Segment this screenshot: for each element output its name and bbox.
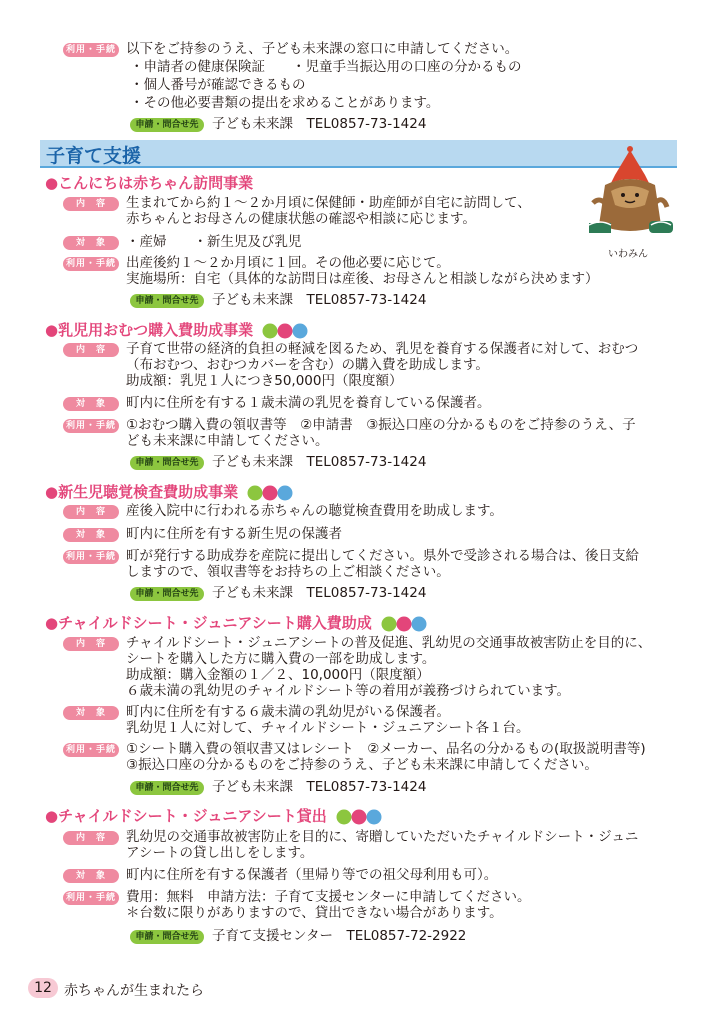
item3-naiyou-0: チャイルドシート・ジュニアシートの普及促進、乳幼児の交通事故被害防止を目的に、: [126, 635, 652, 651]
item2-riyou-1: しますので、領収書等をお持ちの上ご相談ください。: [126, 564, 450, 580]
riyou-tag: 利用・手続: [63, 891, 119, 905]
item1-naiyou-2: 助成額：乳児１人につき50,000円（限度額）: [126, 373, 403, 389]
item1-riyou-0: ①おむつ購入費の領収書等 ②申請書 ③振込口座の分かるものをご持参のうえ、子: [126, 417, 636, 433]
top-contact: 子ども未来課 TEL0857-73-1424: [212, 116, 427, 132]
iwami-badge-icon: [247, 485, 293, 501]
item4-naiyou-0: 乳幼児の交通事故被害防止を目的に、寄贈していただいたチャイルドシート・ジュニ: [126, 829, 639, 845]
item4-naiyou-1: アシートの貸し出しをします。: [126, 845, 314, 861]
item-title-2: ●新生児聴覚検査費助成事業: [45, 481, 293, 502]
naiyou-tag: 内 容: [63, 637, 119, 651]
item1-naiyou-1: （布おむつ、おむつカバーを含む）の購入費を助成します。: [126, 357, 489, 373]
item-title-1: ●乳児用おむつ購入費助成事業: [45, 319, 308, 340]
contact-tag: 申請・問合せ先: [130, 294, 204, 308]
item3-naiyou-2: 助成額：購入金額の１／２、10,000円（限度額）: [126, 667, 430, 683]
riyou-tag: 利用・手続: [63, 550, 119, 564]
item2-riyou-0: 町が発行する助成券を産院に提出してください。県外で受診される場合は、後日支給: [126, 548, 639, 564]
item1-contact: 子ども未来課 TEL0857-73-1424: [212, 454, 427, 470]
item3-contact: 子ども未来課 TEL0857-73-1424: [212, 779, 427, 795]
item4-riyou-0: 費用：無料 申請方法：子育て支援センターに申請してください。: [126, 889, 531, 905]
item-title-3: ●チャイルドシート・ジュニアシート購入費助成: [45, 612, 427, 633]
mascot-name: いわみん: [608, 249, 648, 260]
item1-naiyou-0: 子育て世帯の経済的負担の軽減を図るため、乳児を養育する保護者に対して、おむつ: [126, 341, 639, 357]
contact-tag: 申請・問合せ先: [130, 781, 204, 795]
top-line-3: ・その他必要書類の提出を求めることがあります。: [130, 95, 440, 111]
item4-riyou-1: ＊台数に限りがありますので、貸出できない場合があります。: [126, 905, 503, 921]
taishou-tag: 対 象: [63, 869, 119, 883]
riyou-tag: 利用・手続: [63, 43, 119, 57]
item4-contact: 子育て支援センター TEL0857-72-2922: [212, 928, 467, 944]
item3-naiyou-3: ６歳未満の乳幼児のチャイルドシート等の着用が義務づけられています。: [126, 683, 571, 699]
item2-contact: 子ども未来課 TEL0857-73-1424: [212, 585, 427, 601]
item0-riyou-1: 実施場所：自宅（具体的な訪問日は産後、お母さんと相談しながら決めます）: [126, 271, 599, 287]
item3-riyou-0: ①シート購入費の領収書又はレシート ②メーカー、品名の分かるもの(取扱説明書等): [126, 741, 646, 757]
riyou-tag: 利用・手続: [63, 257, 119, 271]
item1-taishou-0: 町内に住所を有する１歳未満の乳児を養育している保護者。: [126, 395, 491, 411]
footer-title: 赤ちゃんが生まれたら: [64, 983, 204, 999]
taishou-tag: 対 象: [63, 528, 119, 542]
item0-riyou-0: 出産後約１～２か月頃に１回。その他必要に応じて。: [126, 255, 450, 271]
taishou-tag: 対 象: [63, 236, 119, 250]
item-title-0: ●こんにちは赤ちゃん訪問事業: [45, 174, 254, 192]
section-title: 子育て支援: [46, 145, 142, 167]
item3-naiyou-1: シートを購入した方に購入費の一部を助成します。: [126, 651, 436, 667]
naiyou-tag: 内 容: [63, 343, 119, 357]
iwami-badge-icon: [381, 616, 427, 632]
top-line-0: 以下をご持参のうえ、子ども未来課の窓口に申請してください。: [126, 41, 519, 57]
item1-riyou-1: ども未来課に申請してください。: [126, 433, 329, 449]
contact-tag: 申請・問合せ先: [130, 930, 204, 944]
naiyou-tag: 内 容: [63, 831, 119, 845]
riyou-tag: 利用・手続: [63, 419, 119, 433]
section-title-band: [40, 140, 677, 168]
item3-taishou-1: 乳幼児１人に対して、チャイルドシート・ジュニアシート各１台。: [126, 720, 530, 736]
contact-tag: 申請・問合せ先: [130, 456, 204, 470]
item4-taishou-0: 町内に住所を有する保護者（里帰り等での祖父母利用も可）。: [126, 867, 498, 883]
top-line-1: ・申請者の健康保険証 ・児童手当振込用の口座の分かるもの: [130, 59, 522, 75]
item0-naiyou-0: 生まれてから約１～２か月頃に保健師・助産師が自宅に訪問して、: [126, 195, 531, 211]
riyou-tag: 利用・手続: [63, 743, 119, 757]
iwami-badge-icon: [336, 809, 382, 825]
taishou-tag: 対 象: [63, 706, 119, 720]
page-number: 12: [28, 978, 58, 998]
item0-naiyou-1: 赤ちゃんとお母さんの健康状態の確認や相談に応じます。: [126, 211, 476, 227]
item2-taishou-0: 町内に住所を有する新生児の保護者: [126, 526, 342, 542]
contact-tag: 申請・問合せ先: [130, 118, 204, 132]
iwamin-mascot-icon: [585, 145, 675, 245]
naiyou-tag: 内 容: [63, 505, 119, 519]
item0-taishou-0: ・産婦 ・新生児及び乳児: [126, 234, 302, 250]
item0-contact: 子ども未来課 TEL0857-73-1424: [212, 292, 427, 308]
iwami-badge-icon: [262, 323, 308, 339]
item3-riyou-1: ③振込口座の分かるものをご持参のうえ、子ども未来課に申請してください。: [126, 757, 598, 773]
item3-taishou-0: 町内に住所を有する６歳未満の乳幼児がいる保護者。: [126, 704, 450, 720]
item2-naiyou-0: 産後入院中に行われる赤ちゃんの聴覚検査費用を助成します。: [126, 503, 503, 519]
contact-tag: 申請・問合せ先: [130, 587, 204, 601]
taishou-tag: 対 象: [63, 397, 119, 411]
item-title-4: ●チャイルドシート・ジュニアシート貸出: [45, 805, 382, 826]
top-line-2: ・個人番号が確認できるもの: [130, 77, 306, 93]
naiyou-tag: 内 容: [63, 197, 119, 211]
